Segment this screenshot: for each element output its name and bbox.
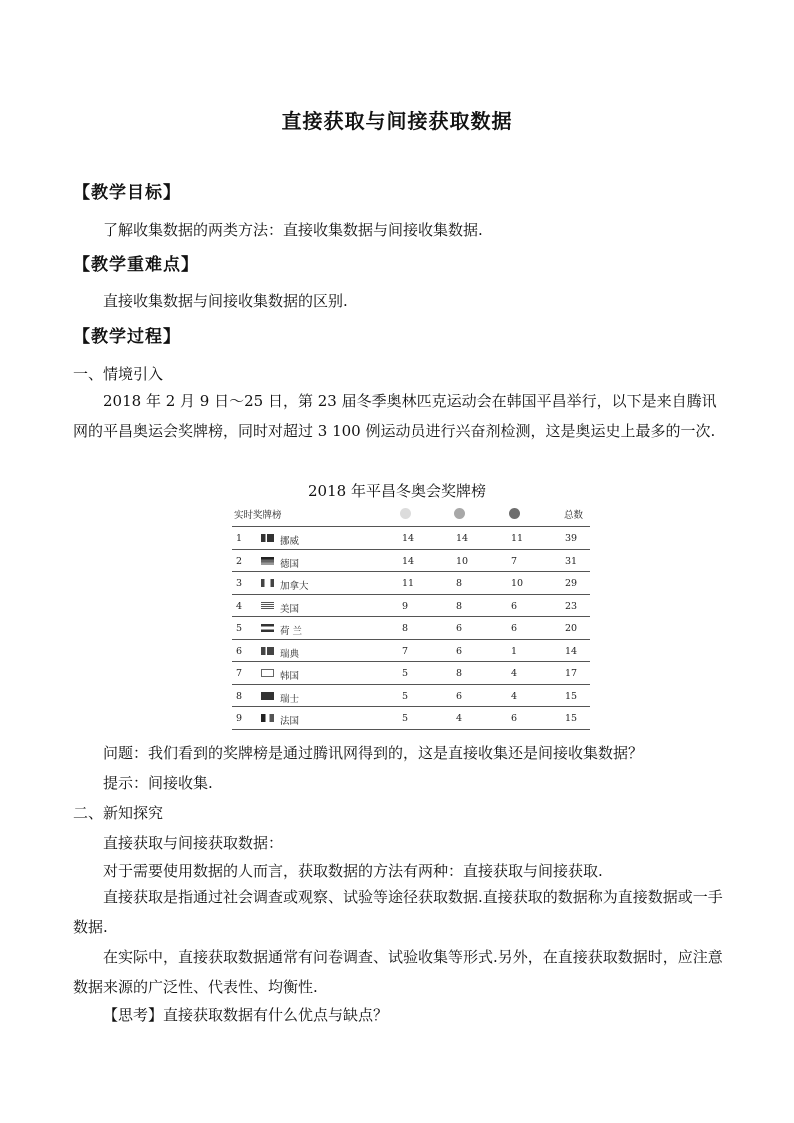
- rank-cell: 9: [236, 713, 243, 724]
- table-row: [232, 595, 590, 618]
- gold-count-cell: 14: [402, 533, 415, 544]
- part2-heading: 二、新知探究: [73, 804, 164, 822]
- bronze-count-cell: 4: [511, 690, 518, 702]
- rank-cell: 1: [236, 533, 243, 544]
- goal-text: 了解收集数据的两类方法：直接收集数据与间接收集数据.: [103, 221, 483, 239]
- table-row: [232, 550, 590, 573]
- page-title: 直接获取与间接获取数据: [281, 109, 513, 133]
- flag-icon: [261, 534, 274, 542]
- bronze-medal-icon: [509, 508, 520, 519]
- bronze-count-cell: 6: [511, 600, 518, 612]
- country-cell: 美国: [280, 603, 300, 615]
- total-count-cell: 15: [565, 690, 578, 702]
- silver-count-cell: 8: [456, 578, 463, 589]
- country-cell: 法国: [280, 716, 300, 727]
- total-count-cell: 17: [565, 668, 578, 679]
- country-cell: 瑞典: [280, 648, 300, 660]
- gold-count-cell: 14: [402, 555, 415, 567]
- gold-count-cell: 5: [402, 690, 409, 702]
- total-count-cell: 23: [565, 600, 578, 612]
- rank-cell: 2: [236, 555, 243, 567]
- gold-count-cell: 11: [402, 578, 415, 589]
- rank-cell: 5: [236, 623, 243, 634]
- bronze-count-cell: 1: [511, 645, 518, 657]
- gold-medal-icon: [400, 508, 411, 519]
- paragraph-b: 对于需要使用数据的人而言，获取数据的方法有两种：直接获取与间接获取.: [103, 862, 603, 880]
- country-cell: 加拿大: [280, 581, 309, 592]
- bronze-count-cell: 6: [511, 713, 518, 724]
- rank-cell: 3: [236, 578, 243, 589]
- table-row: [232, 707, 590, 730]
- section-heading-process: 【教学过程】: [73, 327, 181, 347]
- silver-count-cell: 10: [456, 555, 469, 567]
- flag-icon: [261, 557, 274, 565]
- table-row: [232, 662, 590, 685]
- medal-table-title: 2018 年平昌冬奥会奖牌榜: [308, 482, 486, 500]
- total-count-cell: 20: [565, 623, 578, 634]
- question-text: 问题：我们看到的奖牌榜是通过腾讯网得到的，这是直接收集还是间接收集数据？: [103, 744, 644, 762]
- rank-cell: 7: [236, 668, 243, 679]
- part1-heading: 一、情境引入: [73, 365, 164, 383]
- table-row: [232, 640, 590, 663]
- total-count-cell: 29: [565, 578, 578, 589]
- header-label: 实时奖牌榜: [234, 510, 282, 521]
- total-count-cell: 31: [565, 555, 578, 567]
- bronze-count-cell: 7: [511, 555, 518, 567]
- country-cell: 荷 兰: [280, 626, 303, 637]
- gold-count-cell: 7: [402, 645, 409, 657]
- gold-count-cell: 8: [402, 623, 409, 634]
- paragraph-c: 直接获取是指通过社会调查或观察、试验等途径获取数据.直接获取的数据称为直接数据或一手数据.: [73, 888, 723, 936]
- silver-medal-icon: [454, 508, 465, 519]
- paragraph-e: 【思考】直接获取数据有什么优点与缺点？: [103, 1006, 389, 1024]
- country-cell: 德国: [280, 558, 300, 570]
- paragraph-d: 在实际中，直接获取数据通常有问卷调查、试验收集等形式.另外，在直接获取数据时，应注意数据来源的广泛性、代表性、均衡性.: [73, 948, 723, 996]
- silver-count-cell: 8: [456, 600, 463, 612]
- table-row: [232, 527, 590, 550]
- flag-icon: [261, 579, 274, 587]
- key-points-text: 直接收集数据与间接收集数据的区别.: [103, 292, 348, 310]
- table-row: [232, 572, 590, 595]
- flag-icon: [261, 714, 274, 722]
- bronze-count-cell: 4: [511, 668, 518, 679]
- rank-cell: 4: [236, 600, 243, 612]
- country-cell: 韩国: [280, 671, 300, 682]
- flag-icon: [261, 602, 274, 610]
- rank-cell: 8: [236, 690, 243, 702]
- silver-count-cell: 8: [456, 668, 463, 679]
- bronze-count-cell: 11: [511, 533, 524, 544]
- rank-cell: 6: [236, 645, 243, 657]
- flag-icon: [261, 669, 274, 677]
- total-label: 总数: [564, 510, 584, 521]
- country-cell: 瑞士: [280, 693, 300, 705]
- silver-count-cell: 6: [456, 645, 463, 657]
- section-heading-goals: 【教学目标】: [73, 183, 181, 203]
- silver-count-cell: 6: [456, 623, 463, 634]
- medal-table-header: [232, 502, 590, 527]
- gold-count-cell: 9: [402, 600, 409, 612]
- section-heading-key-points: 【教学重难点】: [73, 255, 199, 275]
- table-row: [232, 685, 590, 708]
- bronze-count-cell: 6: [511, 623, 518, 634]
- flag-icon: [261, 692, 274, 700]
- total-count-cell: 39: [565, 533, 578, 544]
- bronze-count-cell: 10: [511, 578, 524, 589]
- silver-count-cell: 6: [456, 690, 463, 702]
- table-row: [232, 617, 590, 640]
- gold-count-cell: 5: [402, 668, 409, 679]
- silver-count-cell: 14: [456, 533, 469, 544]
- total-count-cell: 15: [565, 713, 578, 724]
- flag-icon: [261, 647, 274, 655]
- intro-paragraph: 2018 年 2 月 9 日～25 日，第 23 届冬季奥林匹克运动会在韩国平昌举行，以下是来自腾讯网的平昌奥运会奖牌榜，同时对超过 3 100 例运动员进行兴奋剂检测，这是奥运史上最多的一次.: [73, 392, 717, 440]
- silver-count-cell: 4: [456, 713, 463, 724]
- flag-icon: [261, 624, 274, 632]
- medal-table: [232, 502, 590, 730]
- gold-count-cell: 5: [402, 713, 409, 724]
- hint-text: 提示：间接收集.: [103, 774, 213, 792]
- total-count-cell: 14: [565, 645, 578, 657]
- country-cell: 挪威: [280, 536, 300, 547]
- paragraph-a: 直接获取与间接获取数据：: [103, 834, 284, 852]
